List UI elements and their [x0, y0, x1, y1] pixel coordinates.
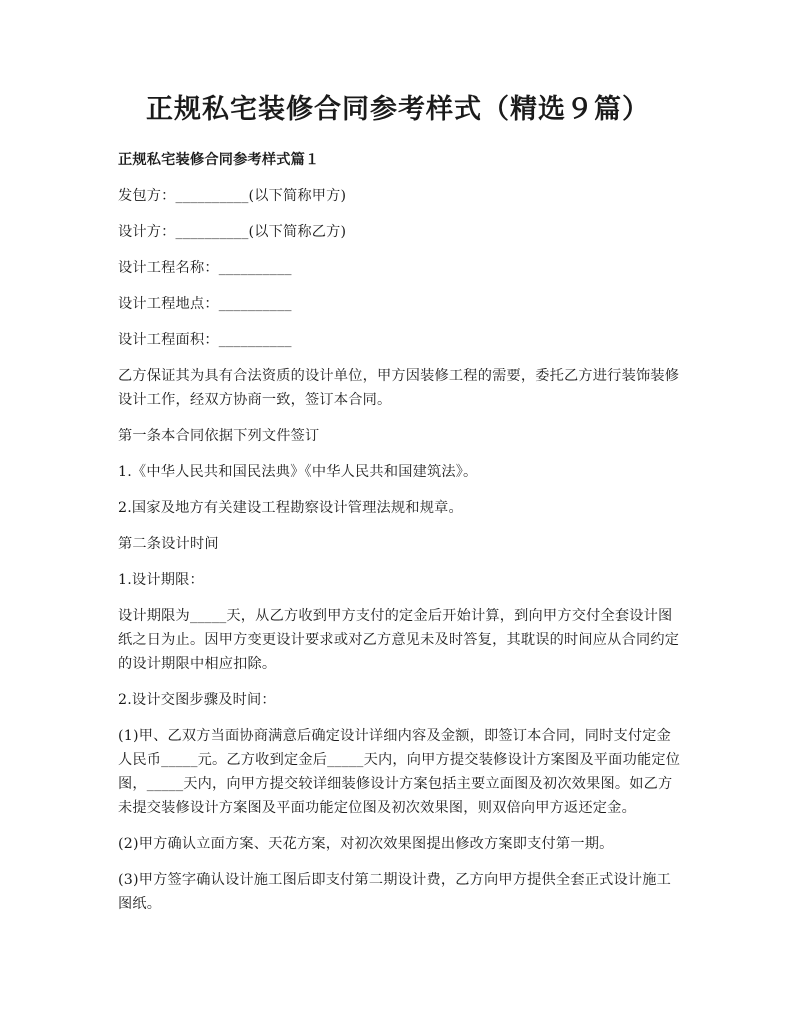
article-two-item-1: 1.设计期限：	[118, 572, 204, 588]
paragraph-project-location: 设计工程地点：__________	[118, 296, 292, 312]
paragraph-project-area: 设计工程面积：__________	[118, 332, 292, 348]
delivery-step-1: (1)甲、乙双方当面协商满意后确定设计详细内容及金额，即签订本合同，同时支付定金人民币_____元。乙方收到定金后_____天内，向甲方提交装修设计方案图及平面功能定位图，_____天内，向甲方提交较详细装修设计方案包括主要立面图及初次效果图。如乙方未提交装修设计方案图及平面功能定位图及初次效果图，则双倍向甲方返还定金。	[118, 728, 681, 816]
paragraph-party-b: 设计方：__________(以下简称乙方)	[118, 224, 347, 240]
article-one-item-1: 1.《中华人民共和国民法典》《中华人民共和国建筑法》。	[118, 464, 478, 480]
article-two-item-2: 2.设计交图步骤及时间：	[118, 692, 276, 708]
article-two-heading: 第二条设计时间	[118, 536, 219, 552]
delivery-step-2: (2)甲方确认立面方案、天花方案，对初次效果图提出修改方案即支付第一期。	[118, 836, 614, 852]
article-one-heading: 第一条本合同依据下列文件签订	[118, 428, 320, 444]
article-one-item-2: 2.国家及地方有关建设工程勘察设计管理法规和规章。	[118, 500, 463, 516]
design-period-paragraph: 设计期限为_____天，从乙方收到甲方支付的定金后开始计算，到向甲方交付全套设计图纸之日为止。因甲方变更设计要求或对乙方意见未及时答复，其耽误的时间应从合同约定的设计期限中相应扣除。	[118, 608, 680, 672]
paragraph-party-a: 发包方：__________(以下简称甲方)	[118, 188, 347, 204]
section-heading: 正规私宅装修合同参考样式篇１	[118, 152, 320, 168]
paragraph-intro: 乙方保证其为具有合法资质的设计单位，甲方因装修工程的需要，委托乙方进行装饰装修设计工作，经双方协商一致，签订本合同。	[118, 368, 680, 408]
document-title: 正规私宅装修合同参考样式（精选９篇）	[146, 94, 650, 125]
document-body	[118, 148, 683, 928]
delivery-step-3: (3)甲方签字确认设计施工图后即支付第二期设计费，乙方向甲方提供全套正式设计施工图纸。	[118, 872, 672, 912]
paragraph-project-name: 设计工程名称：__________	[118, 260, 292, 276]
